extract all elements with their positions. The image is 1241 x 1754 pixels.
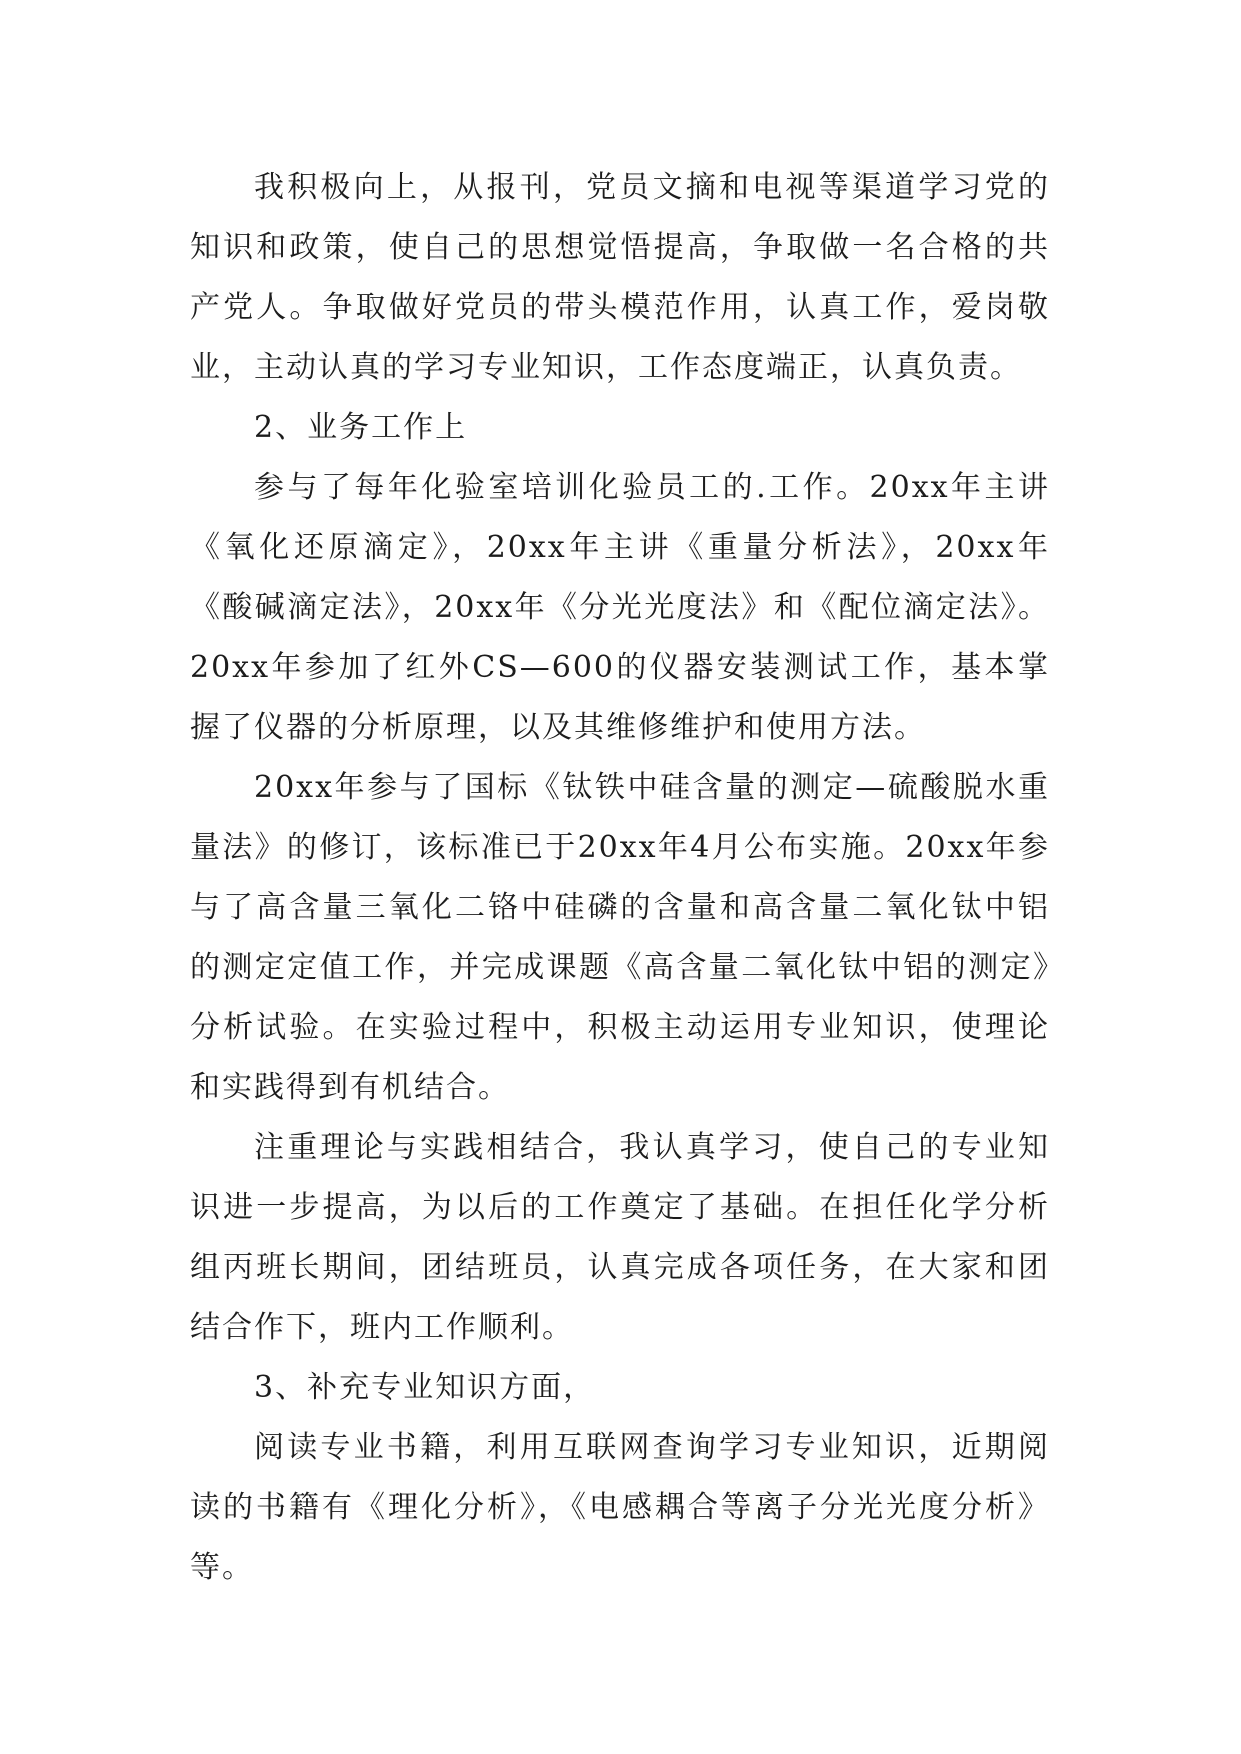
heading-professional-knowledge: 3、补充专业知识方面， — [254, 1370, 596, 1405]
heading-business-work: 2、业务工作上 — [254, 410, 468, 445]
paragraph-standard-revision: 20xx年参与了国标《钛铁中硅含量的测定—硫酸脱水重量法》的修订，该标准已于20xx年4月公布实施。20xx年参与了高含量三氧化二铬中硅磷的含量和高含量二氧化钛中铝的测定定值工作，并完成课题《高含量二氧化钛中铝的测定》分析试验。在实验过程中，积极主动运用专业知识，使理论和实践得到有机结合。 — [190, 770, 1050, 1105]
paragraph-party-study: 我积极向上，从报刊，党员文摘和电视等渠道学习党的知识和政策，使自己的思想觉悟提高，争取做一名合格的共产党人。争取做好党员的带头模范作用，认真工作，爱岗敬业，主动认真的学习专业知识，工作态度端正，认真负责。 — [190, 170, 1050, 385]
paragraph-reading: 阅读专业书籍，利用互联网查询学习专业知识，近期阅读的书籍有《理化分析》，《电感耦合等离子分光光度分析》等。 — [190, 1430, 1050, 1585]
paragraph-theory-practice: 注重理论与实践相结合，我认真学习，使自己的专业知识进一步提高，为以后的工作奠定了基础。在担任化学分析组丙班长期间，团结班员，认真完成各项任务，在大家和团结合作下，班内工作顺利。 — [190, 1130, 1050, 1345]
paragraph-training-work: 参与了每年化验室培训化验员工的.工作。20xx年主讲《氧化还原滴定》，20xx年主讲《重量分析法》，20xx年《酸碱滴定法》，20xx年《分光光度法》和《配位滴定法》。20xx年参加了红外CS—600的仪器安装测试工作，基本掌握了仪器的分析原理，以及其维修维护和使用方法。 — [190, 470, 1050, 745]
document-body — [190, 158, 1050, 1598]
